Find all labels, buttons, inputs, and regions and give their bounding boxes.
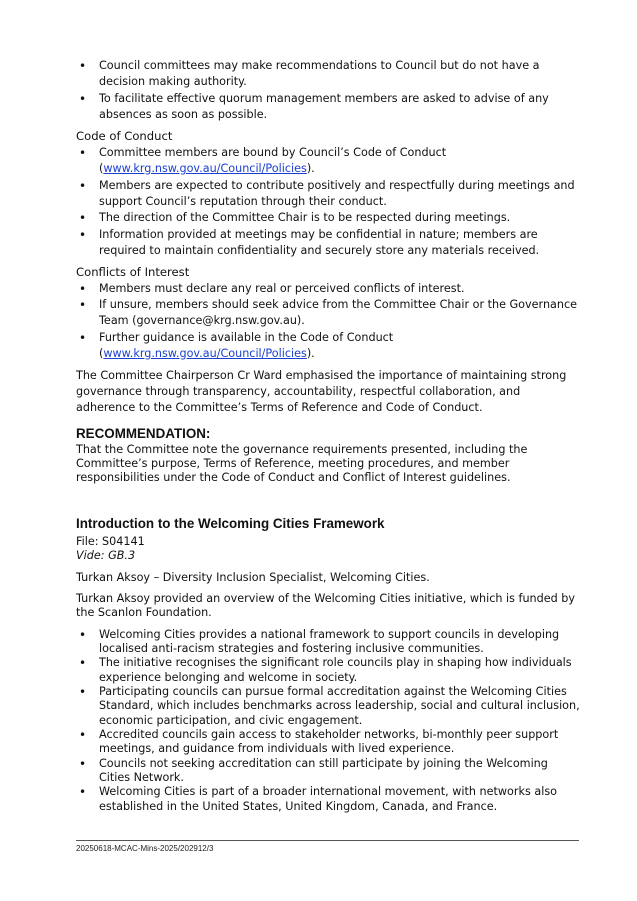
list-item (76, 145, 580, 177)
list-item: • Welcoming Cities provides a national framework to support councils in developing localised anti-racism strategies and fostering inclusive communities. (76, 628, 580, 656)
overview-paragraph: Turkan Aksoy provided an overview of the Welcoming Cities initiative, which is funded by the Scanlon Foundation. (76, 591, 576, 620)
list-item: • The direction of the Committee Chair is to be respected during meetings. (76, 210, 580, 226)
presenter-line: Turkan Aksoy – Diversity Inclusion Specialist, Welcoming Cities. (76, 570, 430, 584)
conflicts-list (76, 281, 580, 362)
list-item: • Participating councils can pursue formal accreditation against the Welcoming Cities Standard, which includes benchmarks across leadership, social and cultural inclusion, economic participation, and civic engagement. (76, 685, 580, 728)
top-bullet-list (76, 58, 580, 123)
chair-paragraph: The Committee Chairperson Cr Ward emphasised the importance of maintaining strong governance through transparency, accountability, respectful collaboration, and adherence to the Committee’s Terms of Reference and Code of Conduct. (76, 368, 567, 414)
list-item: • Members must declare any real or perceived conflicts of interest. (76, 281, 580, 297)
list-item: • Council committees may make recommendations to Council but do not have a decision making authority. (76, 58, 580, 90)
list-item: • Councils not seeking accreditation can still participate by joining the Welcoming Cities Network. (76, 757, 580, 785)
list-item: • Information provided at meetings may be confidential in nature; members are required to maintain confidentiality and securely store any materials received. (76, 227, 580, 259)
list-item (76, 330, 580, 362)
code-of-conduct-heading: Code of Conduct (76, 129, 173, 143)
document-page (76, 58, 580, 814)
file-reference: File: S04141 (76, 534, 145, 548)
vide-reference: Vide: GB.3 (76, 549, 136, 563)
recommendation-text: That the Committee note the governance requirements presented, including the Committee’s purpose, Terms of Reference, meeting procedures, and member responsibilities under the Code of Conduct and Conflict of Interest guidelines. (76, 442, 528, 485)
welcoming-cities-list (76, 628, 580, 814)
list-item: • Welcoming Cities is part of a broader international movement, with networks also established in the United States, United Kingdom, Canada, and France. (76, 785, 580, 813)
list-item: • To facilitate effective quorum management members are asked to advise of any absences as soon as possible. (76, 91, 580, 123)
list-item-text: Committee members are bound by Council’s Code of Conduct ( (99, 146, 447, 175)
recommendation-heading: RECOMMENDATION: (76, 425, 211, 441)
list-item: • If unsure, members should seek advice from the Committee Chair or the Governance Team (governance@krg.nsw.gov.au). (76, 297, 580, 329)
list-item: • Members are expected to contribute positively and respectfully during meetings and support Council’s reputation through their conduct. (76, 178, 580, 210)
conflicts-heading: Conflicts of Interest (76, 264, 190, 279)
list-item-end: ). (306, 346, 315, 360)
list-item-text: Further guidance is available in the Code of Conduct ( (99, 330, 394, 360)
list-item: • The initiative recognises the significant role councils play in shaping how individuals experience belonging and welcome in society. (76, 656, 580, 684)
page-footer: 20250618-MCAC-Mins-2025/202912/3 (76, 840, 579, 853)
list-item: • Accredited councils gain access to stakeholder networks, bi-monthly peer support meetings, and guidance from individuals with lived experience. (76, 728, 580, 756)
intro-heading: Introduction to the Welcoming Cities Framework (76, 515, 385, 531)
policies-link[interactable]: www.krg.nsw.gov.au/Council/Policies (103, 162, 307, 175)
code-of-conduct-list (76, 145, 580, 259)
policies-link[interactable]: www.krg.nsw.gov.au/Council/Policies (103, 346, 307, 360)
list-item-end: ). (306, 162, 315, 175)
